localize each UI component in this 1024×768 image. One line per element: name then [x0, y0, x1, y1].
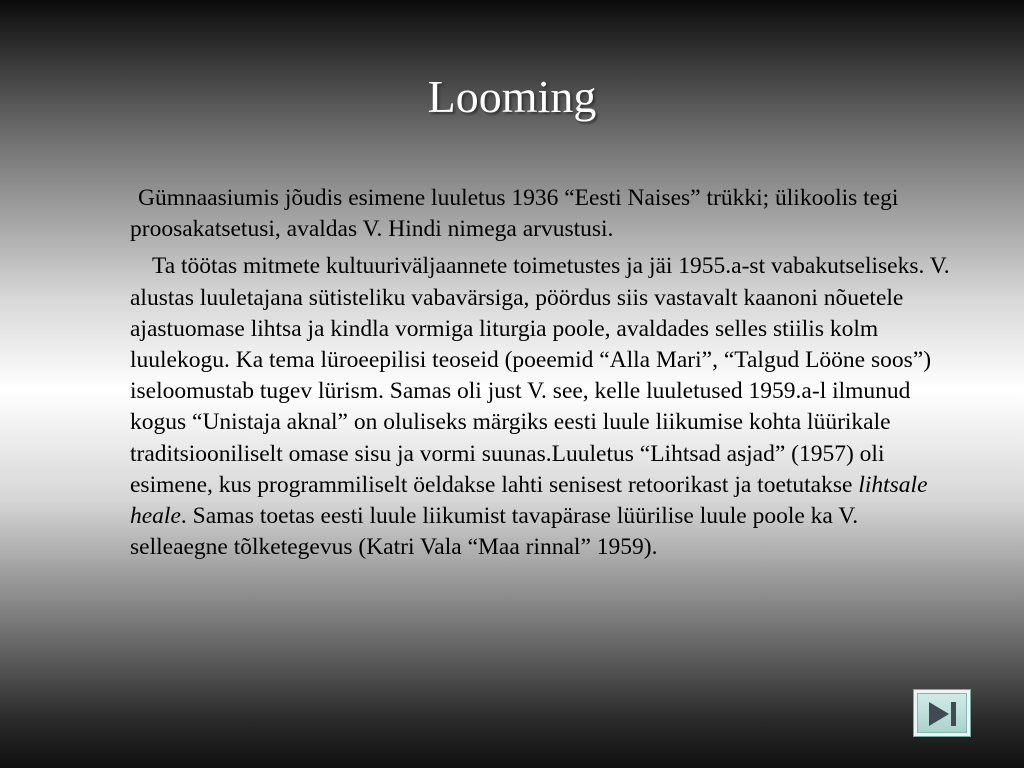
paragraph-1: Gümnaasiumis jõudis esimene luuletus 1936 “Eesti Naises” trükki; ülikoolis tegi proosakatsetusi, avaldas V. Hindi nimega arvustusi. — [130, 185, 899, 243]
slide-body — [130, 183, 960, 563]
paragraph-2 — [130, 251, 960, 563]
slide-title: Looming — [427, 71, 597, 122]
paragraph-2-text-start: Ta töötas mitmete kultuuriväljaannete toimetustes ja jäi 1955.a-st vabakutseliseks. V. alustas luuletajana sütisteliku vabavärsiga, pöördus siis vastavalt kaanoni nõuetele ajastuomase lihtsa ja kindla vormiga liturgia poole, avaldades selles stiilis kolm luulekogu. Ka tema lüroeepilisi teoseid (poeemid “Alla Mari”, “Talgud Lööne soos”) iseloomustab tugev lürism. Samas oli just V. see, kelle luuletused 1959.a-l ilmunud kogus “Unistaja aknal” on oluliseks märgiks eesti luule liikumise kohta lüürikale traditsiooniliselt omase sisu ja vormi suunas.Luuletus “Lihtsad asjad” (1957) oli esimene, kus programmiliselt öeldakse lahti senisest retoorikast ja toetutakse — [130, 253, 950, 498]
play-end-icon — [924, 699, 960, 729]
paragraph-2-emphasis: lihtsale heale — [130, 471, 928, 530]
next-slide-button[interactable] — [914, 690, 970, 736]
paragraph-2-text-end: . Samas toetas eesti luule liikumist tavapärase lüürilise luule poole ka V. selleaegne tõlketegevus (Katri Vala “Maa rinnal” 1959). — [130, 503, 859, 561]
